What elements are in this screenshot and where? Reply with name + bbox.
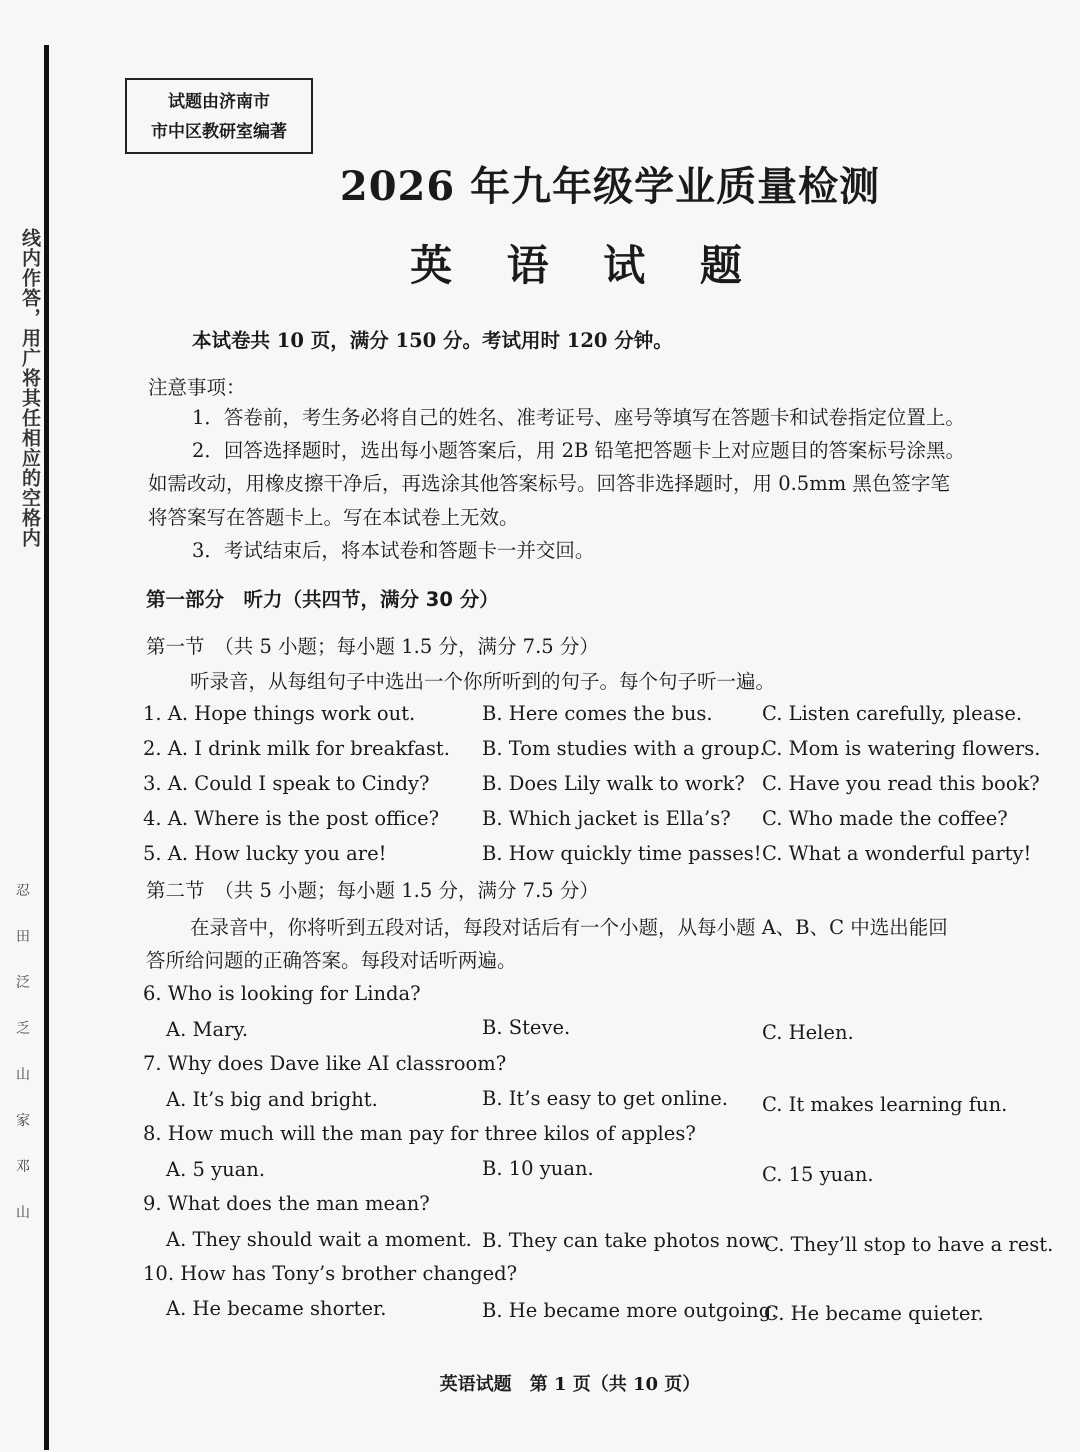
side-mark: 邓: [16, 1159, 30, 1175]
q10-option-a: A. He became shorter.: [166, 1297, 387, 1320]
q6-option-c: C. Helen.: [762, 1021, 854, 1044]
q4-option-a: 4. A. Where is the post office?: [143, 807, 440, 830]
note-line: 将答案写在答题卡上。写在本试卷上无效。: [148, 506, 519, 529]
q9-option-c: C. They’ll stop to have a rest.: [764, 1233, 1054, 1256]
note-line: 2．回答选择题时，选出每小题答案后，用 2B 铅笔把答题卡上对应题目的答案标号涂黑。: [192, 439, 966, 462]
note-line: 3．考试结束后，将本试卷和答题卡一并交回。: [192, 539, 595, 562]
stamp-line-2: 市中区教研室编著: [151, 122, 287, 142]
section2-instruction-2: 答所给问题的正确答案。每段对话听两遍。: [146, 949, 517, 972]
q6-option-a: A. Mary.: [166, 1018, 249, 1041]
q7-question: 7. Why does Dave like AI classroom?: [143, 1052, 507, 1075]
q9-option-a: A. They should wait a moment.: [166, 1228, 472, 1251]
q7-option-b: B. It’s easy to get online.: [482, 1087, 728, 1110]
q4-option-b: B. Which jacket is Ella’s?: [482, 807, 731, 830]
side-mark: 山: [16, 1067, 30, 1083]
section2-heading: 第二节 （共 5 小题；每小题 1.5 分，满分 7.5 分）: [146, 879, 599, 902]
q8-question: 8. How much will the man pay for three kilos of apples?: [143, 1122, 696, 1145]
q3-option-a: 3. A. Could I speak to Cindy?: [143, 772, 430, 795]
q1-option-b: B. Here comes the bus.: [482, 702, 713, 725]
q5-option-a: 5. A. How lucky you are!: [143, 842, 387, 865]
binding-margin-text: 线内作答，用广将其任相应的空格内: [19, 228, 41, 548]
q8-option-a: A. 5 yuan.: [166, 1158, 266, 1181]
q6-question: 6. Who is looking for Linda?: [143, 982, 421, 1005]
side-mark: 乏: [16, 1021, 30, 1037]
q1-option-a: 1. A. Hope things work out.: [143, 702, 416, 725]
exam-intro: 本试卷共 10 页，满分 150 分。考试用时 120 分钟。: [192, 329, 673, 352]
side-mark: 泛: [16, 975, 30, 991]
q2-option-c: C. Mom is watering flowers.: [762, 737, 1041, 760]
q7-option-a: A. It’s big and bright.: [166, 1088, 378, 1111]
q7-option-c: C. It makes learning fun.: [762, 1093, 1008, 1116]
section2-instruction-1: 在录音中，你将听到五段对话，每段对话后有一个小题，从每小题 A、B、C 中选出能回: [190, 916, 948, 939]
author-stamp-box: [125, 78, 313, 154]
q9-option-b: B. They can take photos now.: [482, 1229, 771, 1252]
exam-subtitle: 英 语 试 题: [410, 241, 762, 290]
q8-option-b: B. 10 yuan.: [482, 1157, 594, 1180]
section1-instruction: 听录音，从每组句子中选出一个你所听到的句子。每个句子听一遍。: [190, 670, 776, 693]
note-line: 1．答卷前，考生务必将自己的姓名、准考证号、座号等填写在答题卡和试卷指定位置上。: [192, 406, 965, 429]
q10-question: 10. How has Tony’s brother changed?: [143, 1262, 518, 1285]
q9-question: 9. What does the man mean?: [143, 1192, 430, 1215]
q1-option-c: C. Listen carefully, please.: [762, 702, 1023, 725]
part1-heading: 第一部分 听力（共四节，满分 30 分）: [146, 588, 499, 611]
side-mark: 田: [16, 929, 30, 945]
notes-heading: 注意事项：: [148, 376, 246, 399]
note-line: 如需改动，用橡皮擦干净后，再选涂其他答案标号。回答非选择题时，用 0.5mm 黑色签字笔: [148, 472, 950, 495]
q3-option-b: B. Does Lily walk to work?: [482, 772, 745, 795]
q5-option-b: B. How quickly time passes!: [482, 842, 762, 865]
q4-option-c: C. Who made the coffee?: [762, 807, 1008, 830]
page-footer: 英语试题 第 1 页（共 10 页）: [439, 1374, 701, 1395]
side-mark: 忍: [16, 883, 30, 899]
q2-option-b: B. Tom studies with a group.: [482, 737, 766, 760]
side-mark: 家: [16, 1113, 30, 1129]
q10-option-c: C. He became quieter.: [764, 1302, 984, 1325]
side-marks: [16, 880, 38, 1248]
q8-option-c: C. 15 yuan.: [762, 1163, 874, 1186]
q10-option-b: B. He became more outgoing.: [482, 1299, 778, 1322]
q2-option-a: 2. A. I drink milk for breakfast.: [143, 737, 450, 760]
stamp-line-1: 试题由济南市: [168, 92, 270, 112]
side-mark: 山: [16, 1205, 30, 1221]
q5-option-c: C. What a wonderful party!: [762, 842, 1032, 865]
q6-option-b: B. Steve.: [482, 1016, 571, 1039]
exam-title: 2026 年九年级学业质量检测: [339, 163, 881, 210]
section1-heading: 第一节 （共 5 小题；每小题 1.5 分，满分 7.5 分）: [146, 635, 599, 658]
q3-option-c: C. Have you read this book?: [762, 772, 1040, 795]
